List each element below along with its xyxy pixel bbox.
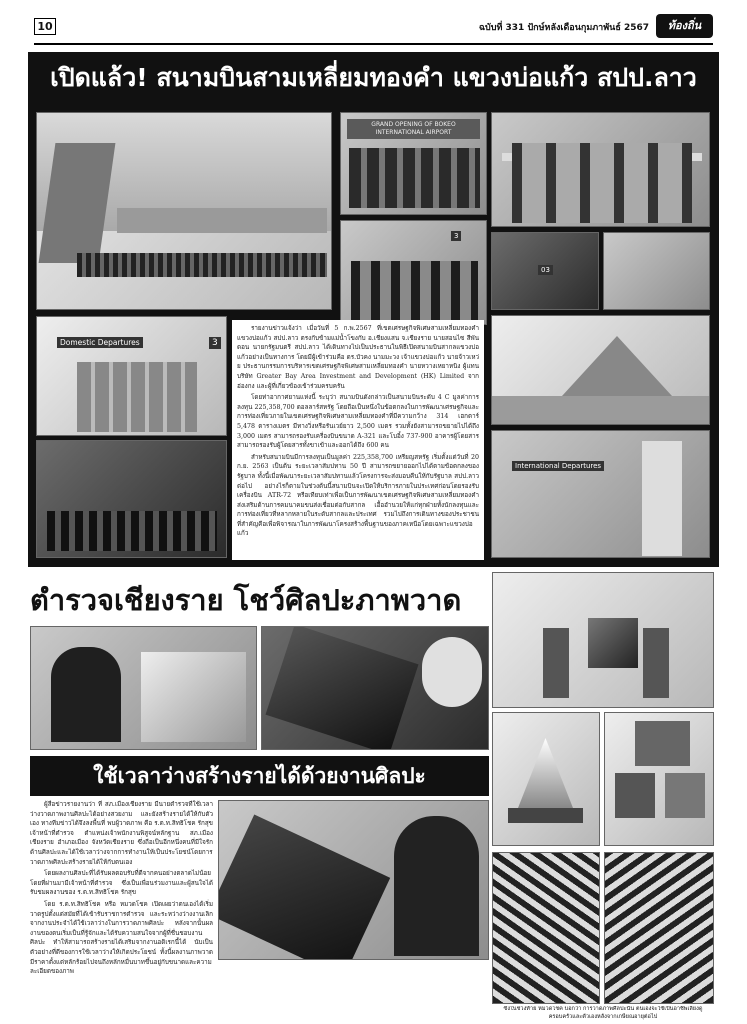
article-2-paragraph: โดยผลงานศิลปะที่ได้รับผลตอบรับที่ดีจากคนอย่างตลาดไม่น้อย โดยที่ผ่านมามีเจ้าหน้าที่ตำรวจ ซึ่งเป็นเพื่อนร่วมงานและผู้สนใจได้รับชมผลงานของ ร.ต.ท.สิทธิโชค รักสุข — [30, 870, 213, 897]
terminal-interior-photo — [36, 440, 227, 558]
ribbon-cutting-photo — [491, 112, 710, 227]
ship-painting-photo — [492, 712, 600, 846]
page-header — [34, 10, 713, 48]
newspaper-logo: ท้องถิ่น — [656, 14, 713, 38]
airport-terminal-photo — [36, 112, 332, 310]
article-2-paragraph: โดย ร.ต.ท.สิทธิโชค หรือ หมวดโชค เปิดเผยว่าตนเองได้เริ่มวาดรูปตั้งแต่สมัยที่ได้เข้ารับราชการตำรวจ และระหว่างว่างงานเลิกจากงานประจำได้ใช้เวลาว่างในการวาดภาพศิลปะ หลังจากนั้นผลงานของตนเริ่มเป็นที่รู้จักและได้รับความสนใจจากผู้ที่ชื่นชอบงานศิลปะ ทำให้สามารถสร้างรายได้เสริมจากงานอดิเรกนี้ได้ นับเป็นตัวอย่างที่ดีของการใช้เวลาว่างให้เกิดประโยชน์ ทั้งนี้ผลงานภาพวาดมีราคาตั้งแต่หลักร้อยไปจนถึงหลักหมื่นบาทขึ้นอยู่กับขนาดและความละเอียดของภาพ — [30, 900, 213, 976]
article-2-lower-text — [218, 964, 489, 1014]
officers-with-tiger-painting-photo — [492, 572, 714, 708]
domestic-departures-sign: Domestic Departures — [57, 337, 143, 348]
header-rule — [34, 43, 713, 45]
tiger-painting-photo-1 — [492, 852, 600, 1004]
article-1-headline: เปิดแล้ว! สนามบินสามเหลี่ยมทองคำ แขวงบ่อแก้ว สปป.ลาว — [50, 63, 697, 92]
article-1-body — [232, 320, 484, 560]
opening-ceremony-group-photo — [340, 112, 487, 215]
officer-painting-photo-2 — [261, 626, 489, 750]
tiger-painting-photo-2 — [604, 852, 714, 1004]
article-1-paragraph: โดยท่าอากาศยานแห่งนี้ ระบุว่า สนามบินดังกล่าวเป็นสนามบินระดับ 4 C มูลค่าการลงทุน 225,358,700 ดอลลาร์สหรัฐ โดยถือเป็นหนึ่งในข้อตกลงในการพัฒนาเศรษฐกิจและการท่องเที่ยวภายในเขตเศรษฐกิจพิเศษสามเหลี่ยมทองคำที่มีความกว้าง 314 เฮกตาร์ 5,478 ตารางเมตร มีทางวิ่งหรือรันเวย์ยาว 2,500 เมตร รวมทั้งยังสามารถขยายไปได้ถึง 3,000 เมตร สามารถรองรับเครื่องบินขนาด A-321 และโบอิ้ง 737-900 อาคารผู้โดยสารสามารถรองรับผู้โดยสารทั้งขาเข้าและออกได้ถึง 600 คน — [237, 394, 479, 450]
domestic-departures-photo: Domestic Departures 3 — [36, 316, 227, 436]
article-2-subheadline: ใช้เวลาว่างสร้างรายได้ด้วยงานศิลปะ — [93, 763, 426, 788]
paintings-display-photo — [604, 712, 714, 846]
article-2-body — [30, 800, 213, 1014]
checkin-hall-photo — [603, 232, 710, 310]
article-1-paragraph: รายงานข่าวแจ้งว่า เมื่อวันที่ 5 ก.พ.2567 ที่เขตเศรษฐกิจพิเศษสามเหลี่ยมทองคำ แขวงบ่อแก้ว สปป.ลาว ตรงกับข้ามแม่น้ำโขงกับ อ.เชียงแสน จ.เชียงราย นายสอนไซ สีพันดอน นายกรัฐมนตรี สปป.ลาว ได้เดินทางไปเป็นประธานในพิธีเปิดสนามบินสากลแขวงบ่อแก้วอย่างเป็นทางการ โดยมีผู้เข้าร่วมคือ ดร.บัวคง นามมะวง เจ้าแขวงบ่อแก้ว นายจ้าวเหว่ย ประธานกรรมการบริหารเขตเศรษฐกิจพิเศษสามเหลี่ยมทองคำ นายหวางเหยาหนิง ผู้แทนบริษัท Greater Bay Area Investment and Development (HK) Limited จากฮ่องกง และผู้ที่เกี่ยวข้องเข้าร่วมครบครัน — [237, 325, 479, 390]
page-number: 10 — [34, 18, 56, 35]
officials-walking-photo: 3 — [340, 220, 487, 325]
terminal-exterior-photo — [491, 315, 710, 425]
article-2-headline: ตำรวจเชียงราย โชว์ศิลปะภาพวาด — [30, 583, 462, 617]
officer-drawing-photo-3 — [218, 800, 489, 960]
gate-area-photo: 03 — [491, 232, 599, 310]
international-departures-sign: International Departures — [512, 461, 604, 471]
photo-caption: ซึ่งในช่วงท้าย หมวดโชค บอกว่า การวาดภาพศิลปะนั้น ตนเองจะใช้เป็นอาชีพเลี้ยงดูครอบครัวและตัวเองหลังจากเกษียณอายุต่อไป — [503, 1006, 703, 1020]
officer-painting-photo-1 — [30, 626, 257, 750]
article-2-paragraph: ผู้สื่อข่าวรายงานว่า ที่ สภ.เมืองเชียงราย มีนายตำรวจที่ใช้เวลาว่างวาดภาพงานศิลปะได้อย่างสวยงาม และยังสร้างรายได้ให้กับตัวเอง ทางทีมข่าวได้จึงลงพื้นที่ พบผู้วาดภาพ คือ ร.ต.ท.สิทธิโชค รักสุข เจ้าหน้าที่ตำรวจ ตำแหน่งเจ้าพนักงานพิสูจน์หลักฐาน สภ.เมืองเชียงราย อำเภอเมือง จังหวัดเชียงราย ซึ่งถือเป็นอีกหนึ่งคนที่มีใจรักด้านศิลปะและได้ใช้เวลาว่างจากการทำงานให้เป็นประโยชน์โดยการวาดภาพศิลปะสร้างรายได้ให้กับตนเอง — [30, 801, 213, 866]
international-departures-photo — [491, 430, 710, 558]
ceremony-banner: GRAND OPENING OF BOKEO INTERNATIONAL AIRPORT — [347, 119, 480, 139]
article-1-paragraph: สำหรับสนามบินมีการลงทุนเป็นมูลค่า 225,358,700 เหรียญสหรัฐ เริ่มตั้งแต่วันที่ 20 ก.ย. 2563 เป็นต้น ระยะเวลาสัมปทาน 50 ปี สามารถขยายออกไปได้ตามข้อตกลงของรัฐบาล ทั้งนี้เมื่อพัฒนาระยะเวลาสัมปทานแล้วโครงการจะส่งมอบคืนให้กับรัฐบาล สปป.ลาว ต่อไป อย่างไรก็ตามในช่วงต้นนี้สนามบินจะเปิดให้บริการภายในประเทศก่อนโดยรองรับเครื่องบิน ATR-72 หรือเทียบเท่าเพื่อเป็นการพัฒนาเขตเศรษฐกิจพิเศษสามเหลี่ยมทองคำ ส่งเสริมด้านการคมนาคมขนส่งเชื่อมต่อกับสากล เอื้ออำนวยให้แก่ทุกฝ่ายทั้งนักลงทุนและการท่องเที่ยวที่หลากหลายในระดับสากลและประเทศ รวมไปถึงการเดินทางของประชาชน ที่สำคัญคือเพื่อพิจารณาในการพัฒนาโครงสร้างพื้นฐานของภาคเหนือโดยเฉพาะแขวงบ่อแก้ว — [237, 453, 479, 538]
issue-line: ฉบับที่ 331 ปักษ์หลังเดือนกุมภาพันธ์ 2567 — [478, 23, 649, 33]
